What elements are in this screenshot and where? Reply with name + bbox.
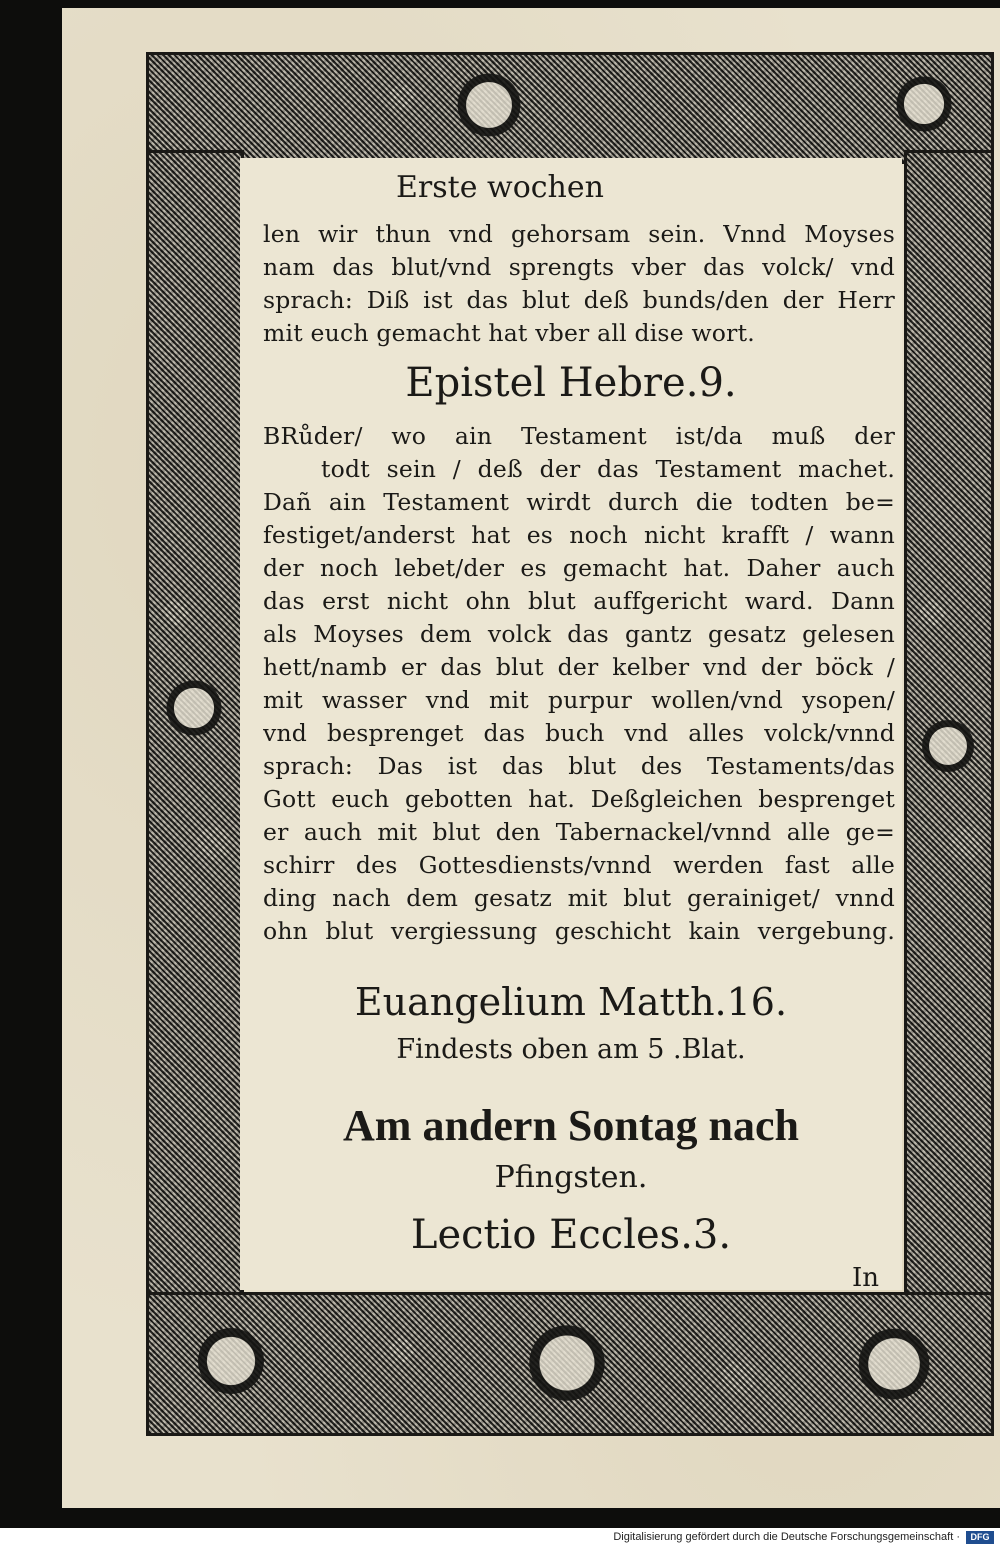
text-line: vnd besprenget das buch vnd alles volck/vnnd (263, 719, 895, 747)
dfg-logo: DFG (966, 1531, 994, 1544)
gospel-heading: Euangelium Matth.16. (354, 980, 788, 1024)
text-line: mit wasser vnd mit purpur wollen/vnd ysopen/ (263, 686, 895, 714)
border-ornament (189, 1319, 273, 1403)
lectio-heading: Lectio Eccles.3. (410, 1212, 732, 1258)
text-line: mit euch gemacht hat vber all dise wort. (263, 319, 755, 347)
text-line: als Moyses dem volck das gantz gesatz gelesen (263, 620, 895, 648)
text-line: das erst nicht ohn blut auffgericht ward. Dann (263, 587, 895, 615)
text-line: ding nach dem gesatz mit blut gerainiget/ vnnd (263, 884, 895, 912)
epistle-text (263, 420, 895, 948)
woodcut-border-right (904, 150, 994, 1306)
woodcut-border-top (146, 52, 994, 164)
epistle-heading: Epistel Hebre.9. (405, 360, 737, 406)
woodcut-border-left (146, 150, 244, 1306)
text-line: len wir thun vnd gehorsam sein. Vnnd Moyses (263, 220, 895, 248)
text-line: nam das blut/vnd sprengts vber das volck/ vnd (263, 253, 895, 281)
text-line: der noch lebet/der es gemacht hat. Daher auch (263, 554, 895, 582)
woodcut-border-bottom (146, 1292, 994, 1436)
sunday-heading-continued: Pfingsten. (494, 1160, 648, 1195)
border-ornament (849, 1319, 939, 1409)
footer-credit: Digitalisierung gefördert durch die Deutsche Forschungsgemeinschaft · (613, 1531, 960, 1543)
intro-text (263, 218, 895, 350)
text-line: schirr des Gottesdiensts/vnnd werden fast alle (263, 851, 895, 879)
gospel-reference-note: Findests oben am 5 .Blat. (396, 1034, 746, 1065)
running-head: Erste wochen (396, 170, 604, 205)
text-line: sprach: Das ist das blut des Testaments/das (263, 752, 895, 780)
text-line: ohn blut vergiessung geschicht kain vergebung. (263, 917, 895, 945)
text-line: er auch mit blut den Tabernackel/vnnd alle ge= (263, 818, 895, 846)
text-line: festiget/anderst hat es noch nicht krafft / wann (263, 521, 895, 549)
border-ornament (159, 673, 229, 743)
footer-bar (0, 1528, 1000, 1548)
text-line: hett/namb er das blut der kelber vnd der böck / (263, 653, 895, 681)
border-ornament (519, 1315, 615, 1411)
text-line: todt sein / deß der das Testament machet. (321, 455, 895, 483)
text-line: Gott euch gebotten hat. Deßgleichen besprenget (263, 785, 895, 813)
text-line: sprach: Diß ist das blut deß bunds/den der Herr (263, 286, 895, 314)
border-ornament (449, 65, 529, 145)
border-ornament (915, 713, 981, 779)
catchword: In (852, 1263, 880, 1293)
border-ornament (889, 69, 959, 139)
text-line: BRůder/ wo ain Testament ist/da muß der (263, 422, 895, 450)
sunday-heading: Am andern Sontag nach (343, 1101, 799, 1150)
text-line: Dañ ain Testament wirdt durch die todten be= (263, 488, 895, 516)
